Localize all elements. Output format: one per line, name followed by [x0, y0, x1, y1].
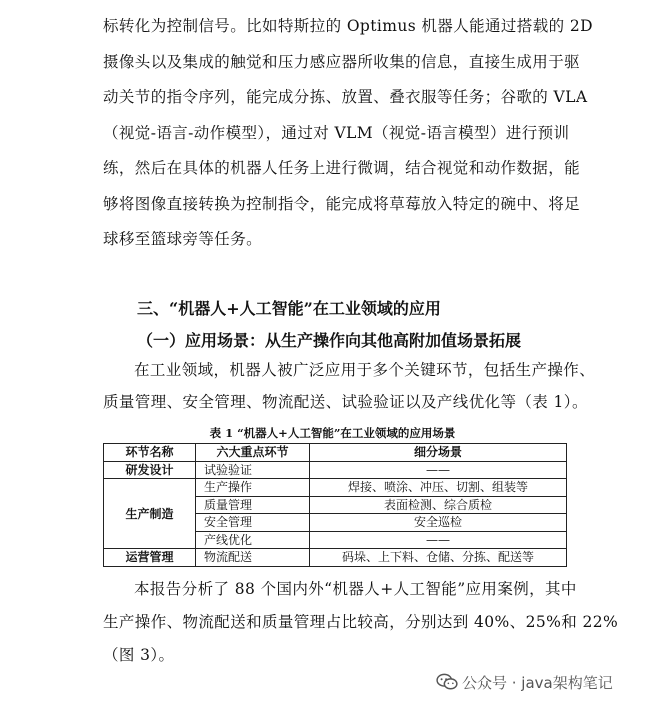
text-line: 动关节的指令序列，能完成分拣、放置、叠衣服等任务；谷歌的 VLA: [103, 88, 588, 106]
segment-cell: 物流配送: [196, 549, 310, 567]
text-line: 本报告分析了 88 个国内外“机器人+人工智能”应用案例，其中: [134, 580, 577, 598]
table-row: [104, 479, 567, 497]
table-header-row: [104, 444, 567, 462]
text-line: 练，然后在具体的机器人任务上进行微调，结合视觉和动作数据，能: [103, 159, 581, 177]
text-line: （视觉-语言-动作模型），通过对 VLM（视觉-语言模型）进行预训: [103, 123, 570, 142]
text-line: 够将图像直接转换为控制指令，能完成将草莓放入特定的碗中、将足: [103, 194, 581, 213]
text-line: 球移至篮球旁等任务。: [103, 230, 263, 248]
scenario-cell: 安全巡检: [310, 514, 567, 532]
segment-cell: 生产操作: [196, 479, 310, 497]
segment-cell: 安全管理: [196, 514, 310, 532]
text-line: 标转化为控制信号。比如特斯拉的 Optimus 机器人能通过搭载的 2D: [103, 17, 593, 35]
table-caption: 表 1 “机器人+人工智能”在工业领域的应用场景: [209, 426, 456, 440]
segment-cell: 质量管理: [196, 496, 310, 514]
table-row: [104, 461, 567, 479]
scenario-cell: ——: [310, 461, 567, 479]
table-row: [104, 549, 567, 567]
text-line: （图 3）。: [103, 646, 175, 664]
segment-cell: 产线优化: [196, 531, 310, 549]
text-line: 在工业领域，机器人被广泛应用于多个关键环节，包括生产操作、: [134, 361, 596, 379]
scenario-cell: 码垛、上下料、仓储、分拣、配送等: [310, 549, 567, 567]
wechat-icon: [436, 673, 458, 691]
category-cell: 生产制造: [104, 479, 196, 549]
category-cell: 运营管理: [104, 549, 196, 567]
text-line: 摄像头以及集成的触觉和压力感应器所收集的信息，直接生成用于驱: [103, 52, 581, 71]
scenario-cell: 表面检测、综合质检: [310, 496, 567, 514]
column-header: 六大重点环节: [196, 444, 310, 462]
application-scenarios-table: [103, 443, 567, 567]
column-header: 细分场景: [310, 444, 567, 462]
segment-cell: 试验验证: [196, 461, 310, 479]
column-header: 环节名称: [104, 444, 196, 462]
scenario-cell: ——: [310, 531, 567, 549]
category-cell: 研发设计: [104, 461, 196, 479]
watermark: [436, 672, 613, 693]
section-heading: 三、“机器人+人工智能”在工业领域的应用: [137, 299, 441, 318]
text-line: 质量管理、安全管理、物流配送、试验验证以及产线优化等（表 1）。: [103, 393, 588, 411]
subsection-heading: （一）应用场景：从生产操作向其他高附加值场景拓展: [137, 331, 522, 350]
scenario-cell: 焊接、喷涂、冲压、切割、组装等: [310, 479, 567, 497]
text-line: 生产操作、物流配送和质量管理占比较高，分别达到 40%、25%和 22%: [103, 613, 619, 631]
watermark-text: 公众号 · java架构笔记: [462, 674, 613, 692]
